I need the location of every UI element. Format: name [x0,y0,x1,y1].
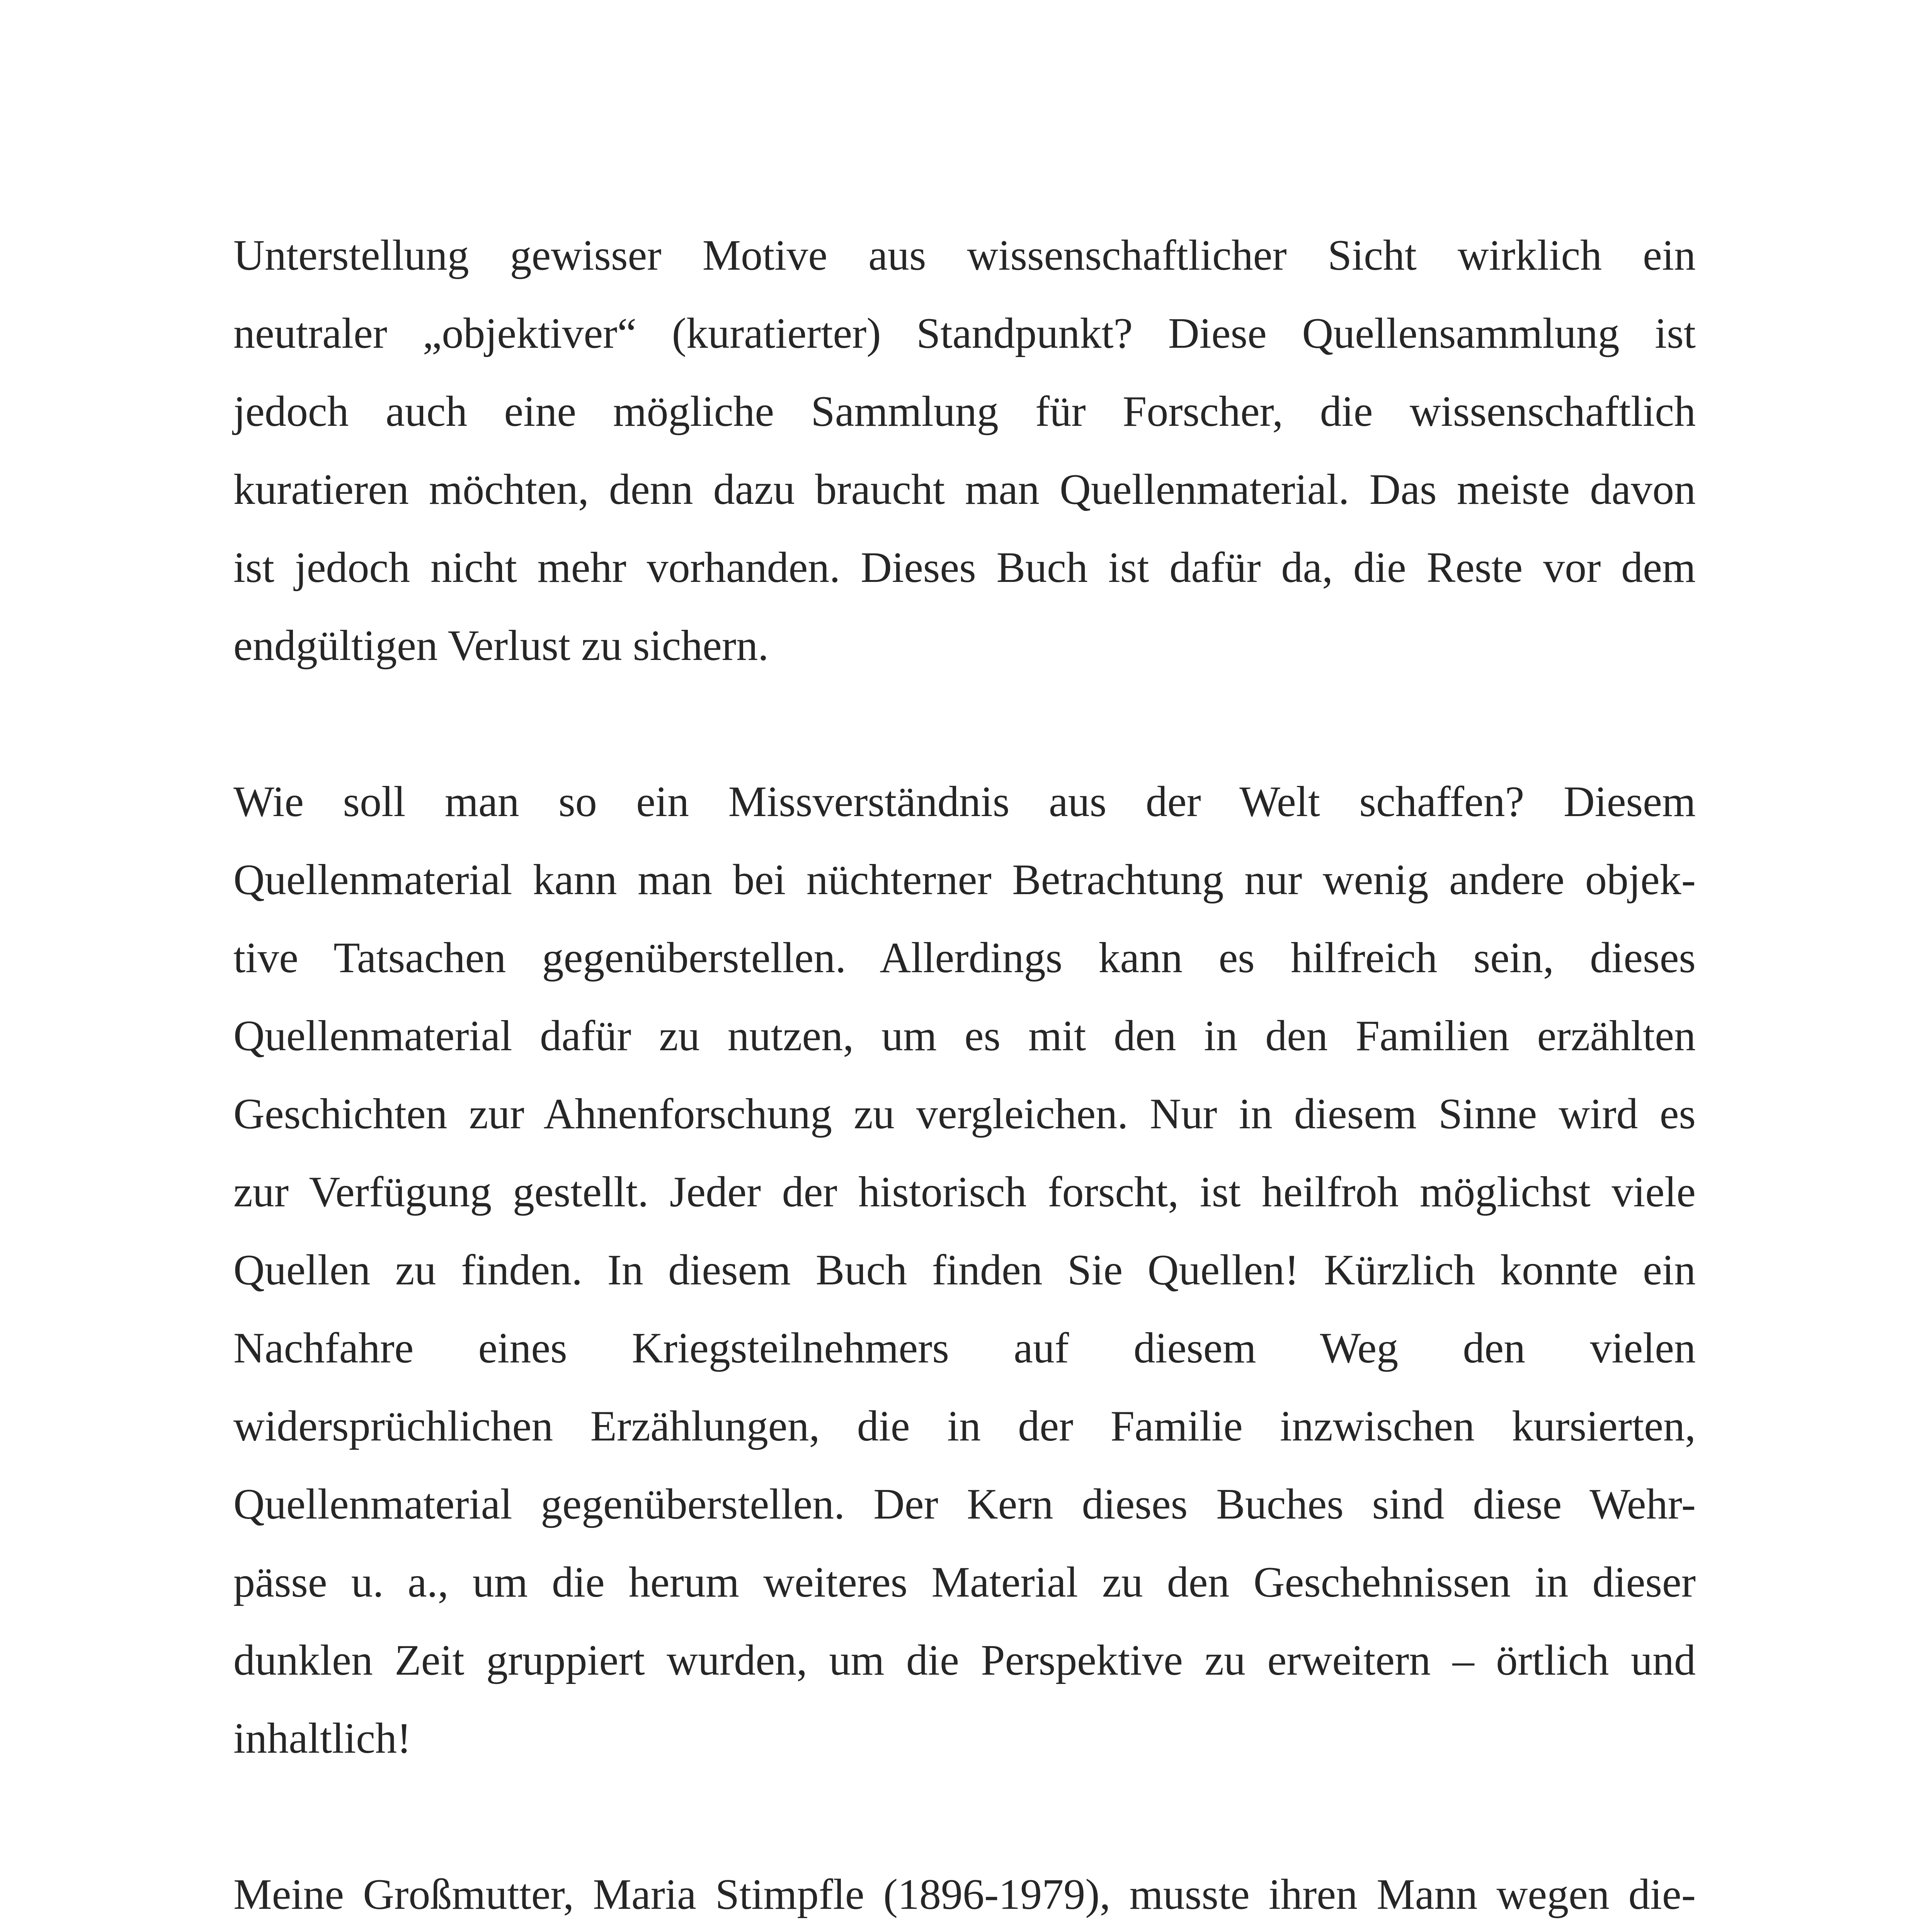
text-line: tive Tatsachen gegenüberstellen. Allerdings kann es hilfreich sein, dieses [233,934,1696,982]
text-line: Quellenmaterial kann man bei nüchterner Betrachtung nur wenig andere objek- [233,856,1696,904]
text-line: jedoch auch eine mögliche Sammlung für Forscher, die wissenschaftlich [233,388,1696,435]
text-line: Quellen zu finden. In diesem Buch finden Sie Quellen! Kürzlich konnte ein [233,1246,1696,1294]
paragraph-spacer [233,1777,1696,1855]
text-line: Wie soll man so ein Missverständnis aus der Welt schaffen? Diesem [233,778,1696,826]
text-line: widersprüchlichen Erzählungen, die in der Familie inzwischen kursierten, [233,1402,1696,1450]
text-line: Meine Großmutter, Maria Stimpfle (1896-1979), musste ihren Mann wegen die- [233,1871,1696,1918]
paragraph-2 [233,763,1696,1777]
text-line: inhaltlich! [233,1714,412,1762]
text-line: pässe u. a., um die herum weiteres Material zu den Geschehnissen in dieser [233,1558,1696,1606]
text-line: Geschichten zur Ahnenforschung zu vergleichen. Nur in diesem Sinne wird es [233,1090,1696,1138]
text-line: neutraler „objektiver“ (kuratierter) Standpunkt? Diese Quellensammlung ist [233,310,1696,357]
text-line: ist jedoch nicht mehr vorhanden. Dieses Buch ist dafür da, die Reste vor dem [233,544,1696,592]
text-line: Unterstellung gewisser Motive aus wissenschaftlicher Sicht wirklich ein [233,231,1696,279]
text-line: endgültigen Verlust zu sichern. [233,622,769,670]
text-line: Nachfahre eines Kriegsteilnehmers auf diesem Weg den vielen [233,1324,1696,1372]
paragraph-1 [233,216,1696,685]
text-line: zur Verfügung gestellt. Jeder der historisch forscht, ist heilfroh möglichst viele [233,1168,1696,1216]
text-line: Quellenmaterial gegenüberstellen. Der Kern dieses Buches sind diese Wehr- [233,1480,1696,1528]
body-text [233,216,1696,1932]
text-line: Quellenmaterial dafür zu nutzen, um es mit den in den Familien erzählten [233,1012,1696,1060]
paragraph-3 [233,1855,1696,1932]
paragraph-spacer [233,685,1696,763]
text-line: kuratieren möchten, denn dazu braucht man Quellenmaterial. Das meiste davon [233,466,1696,514]
text-line: dunklen Zeit gruppiert wurden, um die Perspektive zu erweitern – örtlich und [233,1636,1696,1684]
